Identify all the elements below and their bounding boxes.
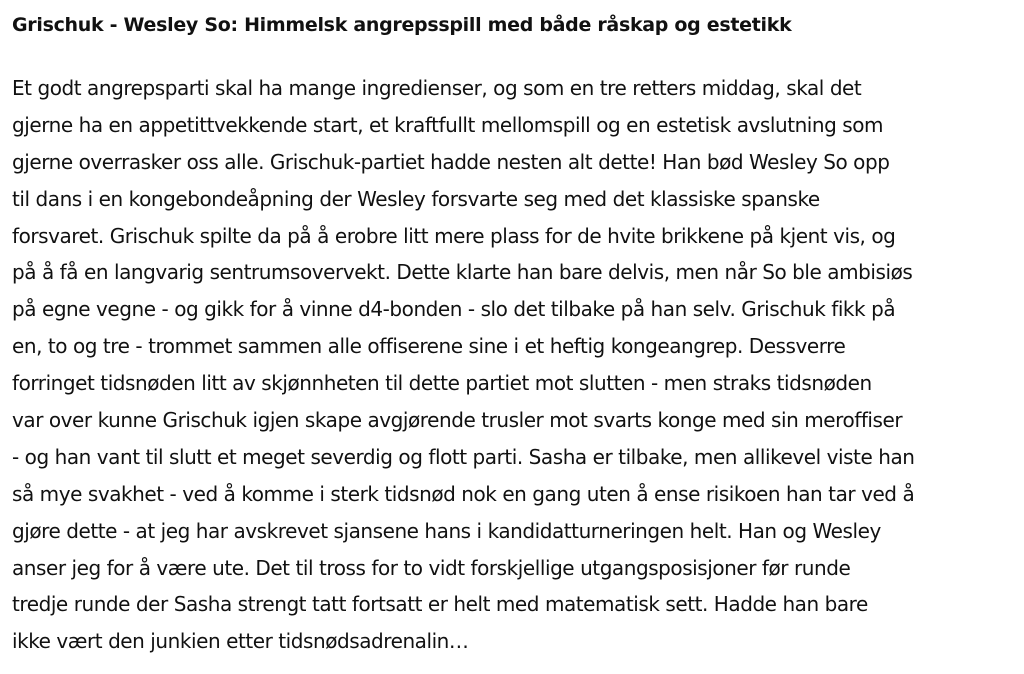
body-line: en, to og tre - trommet sammen alle offiserene sine i et heftig kongeangrep. Dessverre xyxy=(12,334,846,359)
article-body xyxy=(12,70,1016,660)
body-line: forringet tidsnøden litt av skjønnheten til dette partiet mot slutten - men straks tidsnøden xyxy=(12,371,872,396)
body-line: gjøre dette - at jeg har avskrevet sjansene hans i kandidatturneringen helt. Han og Wesley xyxy=(12,518,881,543)
body-line: gjerne overrasker oss alle. Grischuk-partiet hadde nesten alt dette! Han bød Wesley So opp xyxy=(12,149,890,174)
body-line: på å få en langvarig sentrumsovervekt. Dette klarte han bare delvis, men når So ble ambisiøs xyxy=(12,260,913,285)
article-title: Grischuk - Wesley So: Himmelsk angrepsspill med både råskap og estetikk xyxy=(12,14,792,36)
body-line: - og han vant til slutt et meget severdig og flott parti. Sasha er tilbake, men allikevel viste han xyxy=(12,444,915,469)
body-line: tredje runde der Sasha strengt tatt fortsatt er helt med matematisk sett. Hadde han bare xyxy=(12,592,868,617)
body-line: Et godt angrepsparti skal ha mange ingredienser, og som en tre retters middag, skal det xyxy=(12,76,862,100)
body-line: ikke vært den junkien etter tidsnødsadrenalin… xyxy=(12,629,469,654)
body-line: anser jeg for å være ute. Det til tross for to vidt forskjellige utgangsposisjoner før runde xyxy=(12,555,851,580)
body-line: gjerne ha en appetittvekkende start, et kraftfullt mellomspill og en estetisk avslutning som xyxy=(12,112,884,137)
body-line: på egne vegne - og gikk for å vinne d4-bonden - slo det tilbake på han selv. Grischuk fikk på xyxy=(12,297,896,322)
article xyxy=(12,10,1016,654)
body-line: til dans i en kongebondeåpning der Wesley forsvarte seg med det klassiske spanske xyxy=(12,186,820,211)
body-line: forsvaret. Grischuk spilte da på å erobre litt mere plass for de hvite brikkene på kjent vis, og xyxy=(12,223,896,248)
body-line: så mye svakhet - ved å komme i sterk tidsnød nok en gang uten å ense risikoen han tar ved å xyxy=(12,481,915,506)
body-line: var over kunne Grischuk igjen skape avgjørende trusler mot svarts konge med sin meroffiser xyxy=(12,408,903,433)
